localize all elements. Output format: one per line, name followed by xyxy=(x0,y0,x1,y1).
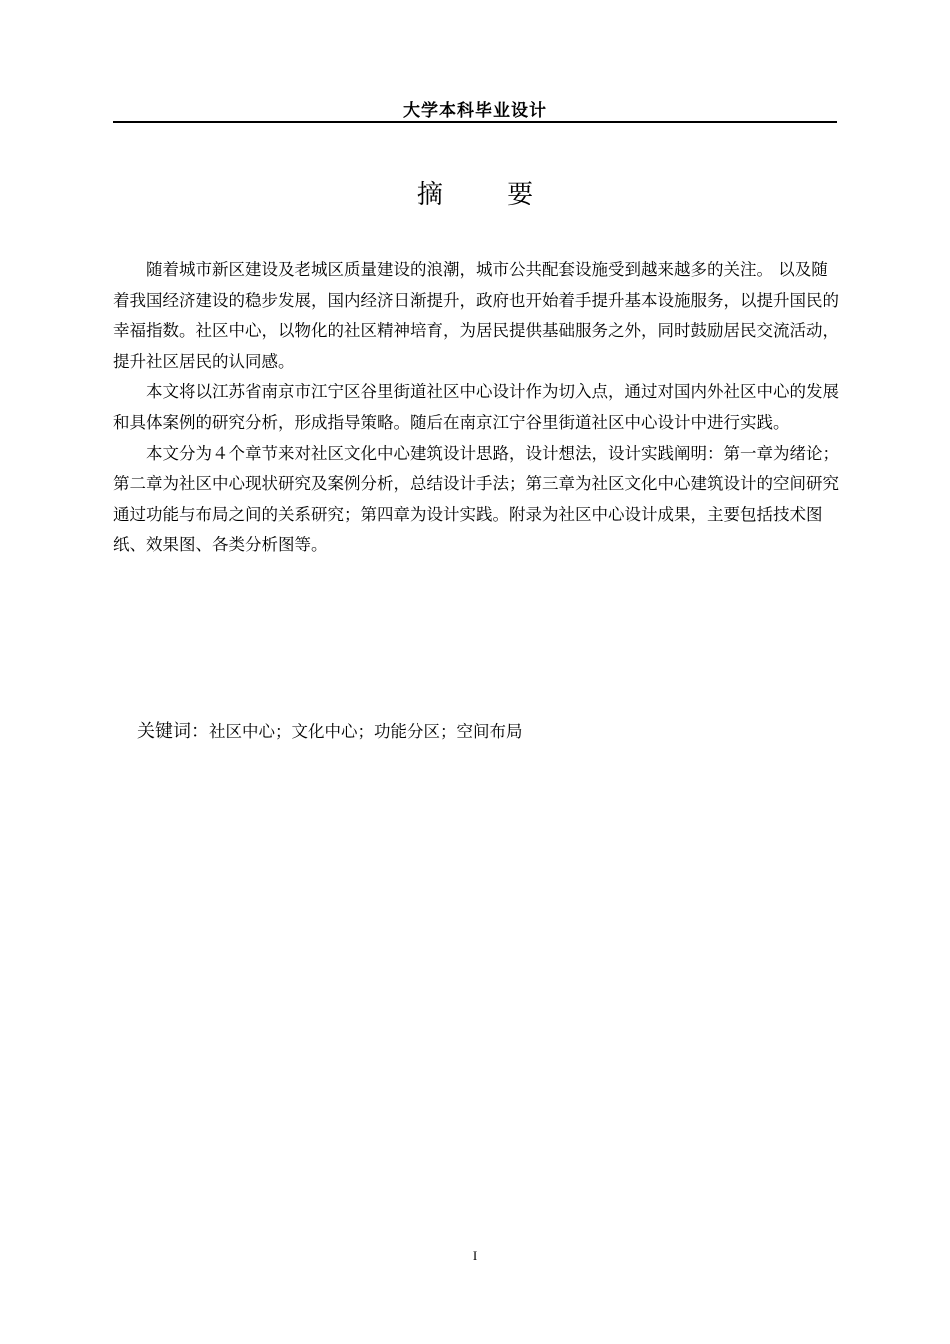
keywords-label: 关键词： xyxy=(137,721,209,742)
abstract-paragraph-3: 本文分为４个章节来对社区文化中心建筑设计思路，设计想法，设计实践阐明：第一章为绪论；第二章为社区中心现状研究及案例分析，总结设计手法；第三章为社区文化中心建筑设计的空间研究通过功能与布局之间的关系研究；第四章为设计实践。附录为社区中心设计成果，主要包括技术图纸、效果图、各类分析图等。 xyxy=(113,443,839,555)
abstract-paragraph-2: 本文将以江苏省南京市江宁区谷里街道社区中心设计作为切入点，通过对国内外社区中心的发展和具体案例的研究分析，形成指导策略。随后在南京江宁谷里街道社区中心设计中进行实践。 xyxy=(113,382,839,432)
keywords-value: 社区中心；文化中心；功能分区；空间布局 xyxy=(209,722,523,741)
abstract-paragraph-1: 随着城市新区建设及老城区质量建设的浪潮，城市公共配套设施受到越来越多的关注。 以及随着我国经济建设的稳步发展，国内经济日渐提升，政府也开始着手提升基本设施服务，以提升国民的幸福指数。社区中心，以物化的社区精神培育，为居民提供基础服务之外，同时鼓励居民交流活动，提升社区居民的认同感。 xyxy=(113,260,839,371)
running-header: 大学本科毕业设计 xyxy=(403,101,547,121)
abstract-body xyxy=(113,255,843,561)
header-rule xyxy=(113,121,837,123)
abstract-title: 摘 要 xyxy=(416,180,562,210)
keywords-line xyxy=(137,717,837,747)
page-number: I xyxy=(472,1248,478,1263)
